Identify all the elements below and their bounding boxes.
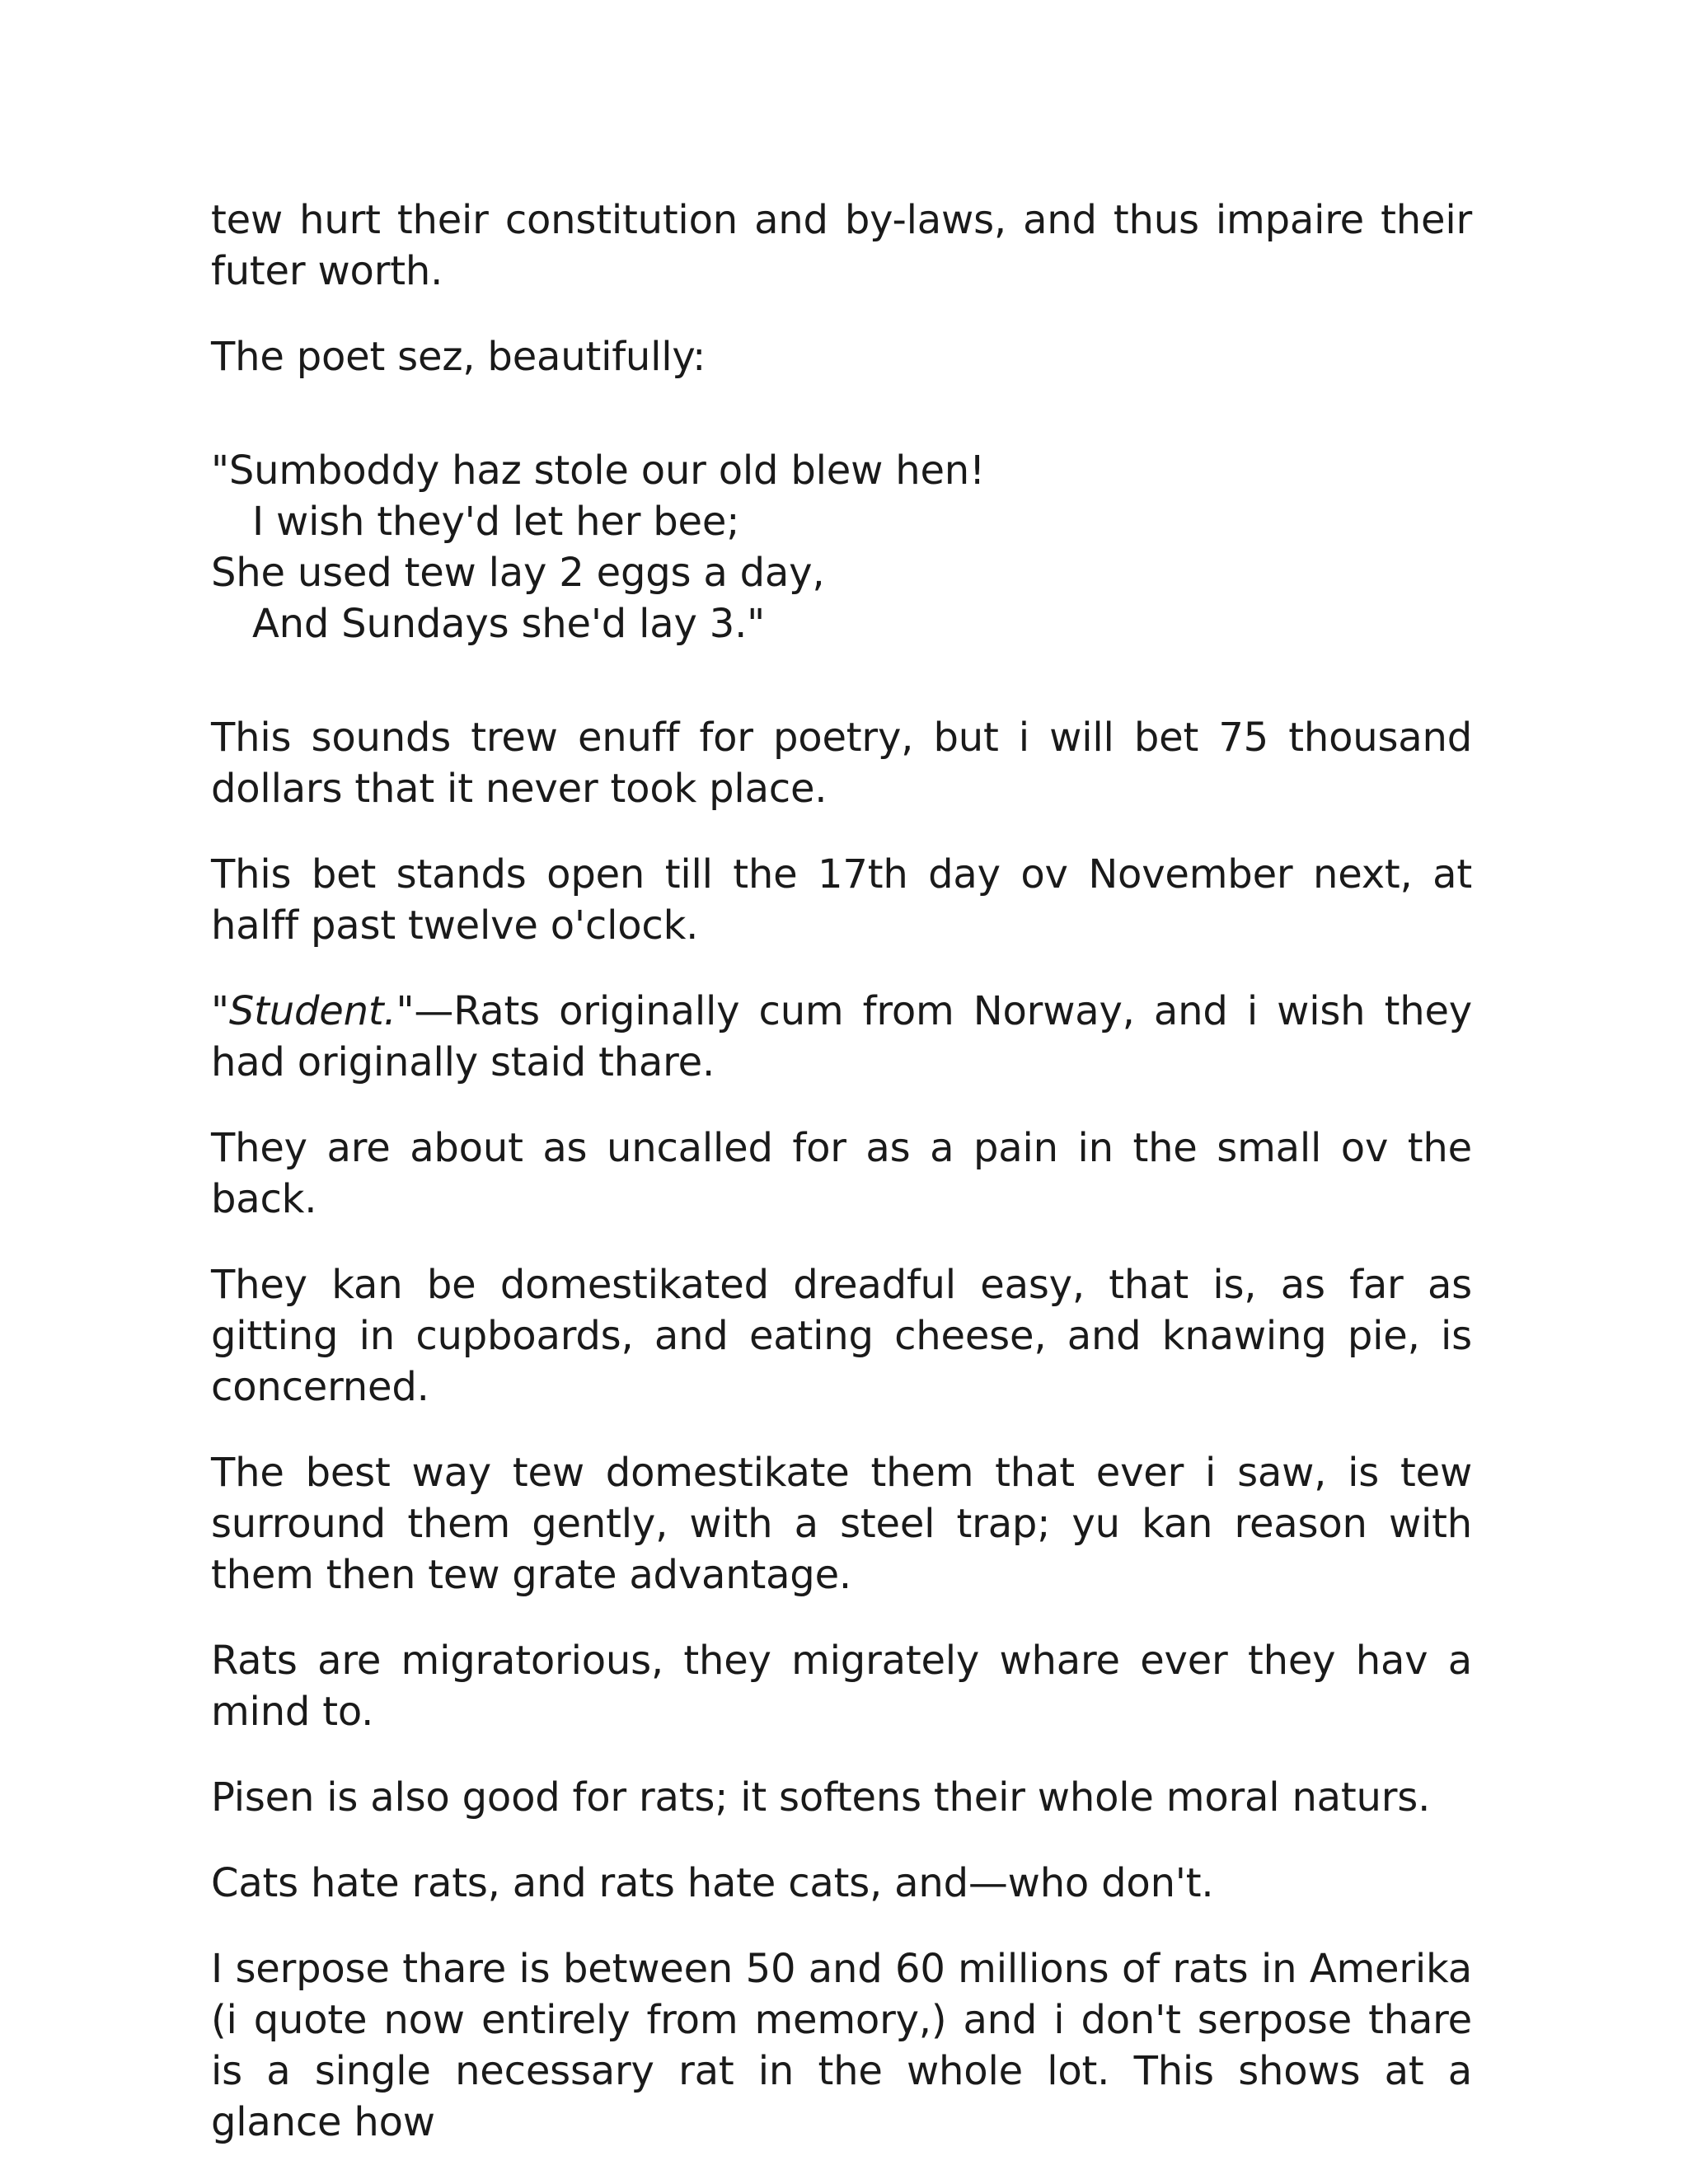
paragraph-uncalled: They are about as uncalled for as a pain in the small ov the back. (211, 1125, 1472, 1222)
student-heading: Student. (228, 988, 396, 1034)
student-open-quote: " (211, 988, 229, 1034)
paragraph-domestikated: They kan be domestikated dreadful easy, that is, as far as gitting in cupboards, and eating cheese, and knawing pie, is concerned. (211, 1262, 1472, 1410)
poem-line-2: I wish they'd let her bee; (252, 499, 740, 545)
paragraph-migratorious: Rats are migratorious, they migrately whare ever they hav a mind to. (211, 1638, 1472, 1735)
paragraph-pisen: Pisen is also good for rats; it softens their whole moral naturs. (211, 1774, 1431, 1821)
document-page (211, 194, 1472, 2148)
paragraph-steel-trap: The best way tew domestikate them that ever i saw, is tew surround them gently, with a steel trap; yu kan reason with them then tew grate advantage. (211, 1450, 1472, 1598)
paragraph-cats: Cats hate rats, and rats hate cats, and—who don't. (211, 1860, 1214, 1906)
paragraph-poet-intro: The poet sez, beautifully: (211, 334, 706, 380)
paragraph-constitution: tew hurt their constitution and by-laws, and thus impaire their futer worth. (211, 197, 1472, 294)
student-text: "—Rats originally cum from Norway, and i wish they had originally staid thare. (211, 988, 1472, 1085)
poem-line-3: She used tew lay 2 eggs a day, (211, 550, 825, 596)
poem-block (211, 445, 1472, 649)
paragraph-bet: This sounds trew enuff for poetry, but i will bet 75 thousand dollars that it never took place. (211, 715, 1472, 812)
paragraph-student (211, 986, 1472, 1088)
paragraph-bet-open: This bet stands open till the 17th day ov November next, at halff past twelve o'clock. (211, 851, 1472, 949)
poem-line-4: And Sundays she'd lay 3." (252, 601, 766, 647)
poem-line-1: "Sumboddy haz stole our old blew hen! (211, 448, 986, 494)
paragraph-millions: I serpose thare is between 50 and 60 millions of rats in Amerika (i quote now entirely from memory,) and i don't serpose thare is a single necessary rat in the whole lot. This shows at a glance how (211, 1946, 1472, 2145)
